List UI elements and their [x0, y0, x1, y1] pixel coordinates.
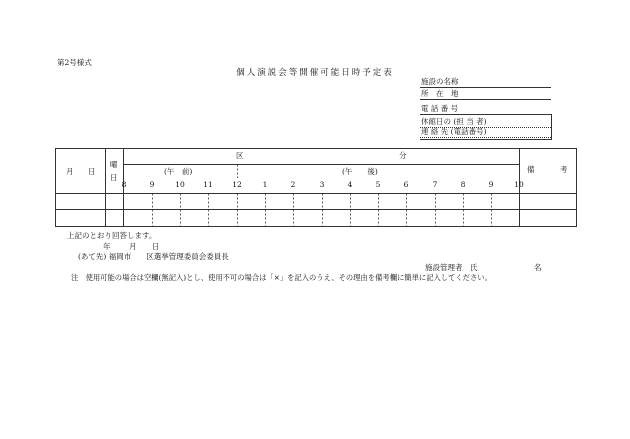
facility-phone-label: 電 話 番 号: [421, 103, 459, 113]
day-header: 日: [88, 167, 96, 176]
division-header-left: 区: [236, 151, 244, 160]
manager-label: 施設管理者 氏: [425, 263, 478, 272]
contact-label: 連 絡 先 (電話番号): [421, 126, 487, 136]
facility-address-label: 所 在 地: [421, 88, 459, 98]
closed-day-label: 休館日の (担 当 者): [421, 116, 487, 126]
date-year-label: 年: [103, 242, 111, 251]
hour-label: 10: [514, 180, 524, 189]
addressee: (あて先) 福岡市 区選挙管理委員会委員長: [78, 252, 229, 261]
reply-text: 上記のとおり回答します。: [67, 231, 157, 240]
date-day-label: 日: [152, 242, 160, 251]
month-header: 月: [66, 167, 74, 176]
hour-label: 4: [347, 180, 353, 189]
hour-label: 11: [203, 180, 213, 189]
manager-name-suffix: 名: [534, 263, 542, 272]
remarks-header-right: 考: [560, 165, 568, 174]
hour-label: 9: [488, 180, 494, 189]
am-label: (午 前): [164, 167, 193, 176]
document-title: 個人演説会等開催可能日時予定表: [236, 68, 394, 78]
hour-label: 7: [432, 180, 438, 189]
hour-label: 12: [232, 180, 242, 189]
hour-label: 3: [319, 180, 325, 189]
date-month-label: 月: [129, 242, 137, 251]
pm-label: (午 後): [342, 167, 378, 176]
weekday-header-bottom: 日: [110, 173, 118, 182]
division-header-right: 分: [399, 151, 407, 160]
hour-label: 9: [149, 180, 155, 189]
hour-label: 6: [403, 180, 409, 189]
hour-label: 1: [262, 180, 268, 189]
hour-label: 2: [290, 180, 296, 189]
hour-label: 5: [375, 180, 381, 189]
usage-note: 注 使用可能の場合は空欄(無記入)とし、使用不可の場合は「×」を記入のうえ、その理由を備考欄に簡単に記入してください。: [71, 273, 492, 282]
weekday-header-top: 曜: [110, 160, 118, 169]
hour-label: 8: [121, 180, 127, 189]
hour-label: 10: [175, 180, 185, 189]
remarks-header-left: 備: [527, 165, 535, 174]
facility-name-label: 施設の名称: [421, 76, 459, 86]
form-number: 第2号様式: [57, 58, 92, 67]
hour-label: 8: [460, 180, 466, 189]
